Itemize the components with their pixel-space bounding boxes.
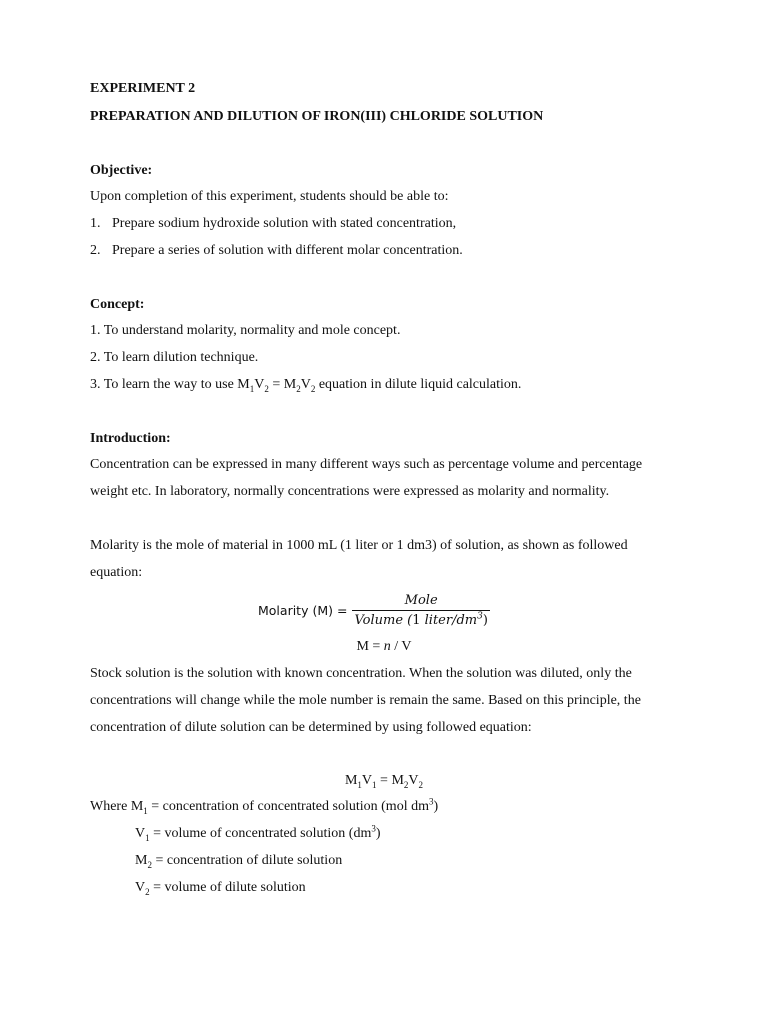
definition-v2: $V_2$ = volume of dilute solution (135, 880, 306, 897)
fraction-numerator: Mole (404, 592, 438, 608)
list-number: 2. (90, 243, 101, 258)
definition-v1: $V_1$ = volume of concentrated solution $(dm^3)$ (135, 823, 381, 843)
intro-paragraph-1-line-2: weight etc. In laboratory, normally concentrations were expressed as molarity and normality. (90, 484, 610, 499)
m-equals-n-over-v: M = n / V (356, 639, 412, 654)
experiment-label: EXPERIMENT 2 (90, 81, 196, 96)
document-title: PREPARATION AND DILUTION OF IRON(III) CHLORIDE SOLUTION (90, 109, 544, 124)
list-number: 1. (90, 216, 101, 231)
introduction-heading: Introduction: (90, 431, 171, 446)
objective-item-2 (90, 242, 463, 260)
intro-paragraph-1-line-1: Concentration can be expressed in many different ways such as percentage volume and percentage (90, 457, 643, 472)
fraction-denominator: Volume (1 liter/$dm^3$) (354, 611, 488, 628)
molarity-lhs: Molarity (M) = (258, 602, 348, 618)
intro-paragraph-3-line-2: concentrations will change while the mole number is remain the same. Based on this principle, the (90, 693, 641, 708)
molarity-equation (258, 588, 490, 632)
objective-intro: Upon completion of this experiment, students should be able to: (90, 189, 449, 204)
intro-paragraph-2-line-2: equation: (90, 565, 143, 580)
concept-item-2: 2. To learn dilution technique. (90, 350, 259, 365)
intro-paragraph-2-line-1: Molarity is the mole of material in 1000 mL (1 liter or 1 dm3) of solution, as shown as followed (90, 538, 628, 553)
objective-item-1 (90, 215, 456, 233)
definition-m1: Where $M_1$ = concentration of concentrated solution (mol $dm^3$) (90, 796, 439, 816)
concept-item-3: 3. To learn the way to use $M_1V_2 = M_2V_2$ equation in dilute liquid calculation. (90, 377, 522, 394)
definition-m2: $M_2$ = concentration of dilute solution (135, 853, 343, 870)
objective-heading: Objective: (90, 163, 153, 178)
intro-paragraph-3-line-1: Stock solution is the solution with known concentration. When the solution was diluted, only the (90, 666, 632, 681)
list-text: Prepare sodium hydroxide solution with stated concentration, (112, 216, 457, 231)
molarity-fraction (352, 593, 489, 628)
intro-paragraph-3-line-3: concentration of dilute solution can be determined by using followed equation: (90, 720, 532, 735)
dilution-equation: $M_1V_1 = M_2V_2$ (344, 773, 424, 790)
concept-item-1: 1. To understand molarity, normality and mole concept. (90, 323, 401, 338)
list-text: Prepare a series of solution with different molar concentration. (112, 243, 463, 258)
concept-heading: Concept: (90, 297, 145, 312)
